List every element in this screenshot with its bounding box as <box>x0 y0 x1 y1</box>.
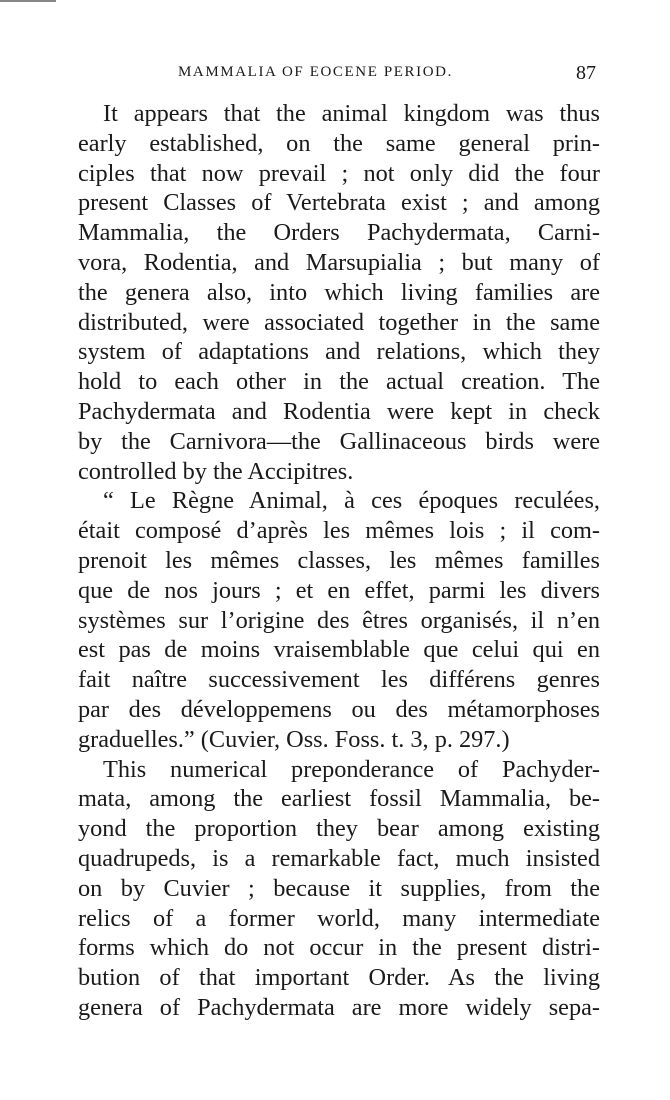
text-line: bution of that important Order. As the living <box>78 964 600 992</box>
quotation-line: fait naître successivement les différens genres <box>78 666 600 694</box>
text-line: hold to each other in the actual creation. The <box>78 368 600 396</box>
text-line: This numerical preponderance of Pachyder- <box>103 755 600 783</box>
quotation-line: prenoit les mêmes classes, les mêmes familles <box>78 546 600 574</box>
running-head <box>78 62 600 86</box>
text-line: by the Carnivora—the Gallinaceous birds were <box>78 427 600 455</box>
text-line: quadrupeds, is a remarkable fact, much insisted <box>78 844 600 872</box>
quotation-line: par des développemens ou des métamorphoses <box>78 695 600 723</box>
body-text <box>78 99 600 1023</box>
text-line: relics of a former world, many intermediate <box>78 904 600 932</box>
quotation-line: graduelles.” (Cuvier, Oss. Foss. t. 3, p. 297.) <box>78 725 510 753</box>
quotation-line: était composé d’après les mêmes lois ; il com- <box>78 517 600 545</box>
page-number: 87 <box>576 62 596 84</box>
quotation-line: que de nos jours ; et en effet, parmi les divers <box>78 576 600 604</box>
quotation-line: “ Le Règne Animal, à ces époques reculées, <box>103 487 600 515</box>
text-line: controlled by the Accipitres. <box>78 457 354 485</box>
text-line: early established, on the same general prin- <box>78 129 600 157</box>
scan-edge-mark <box>0 0 56 2</box>
quotation-line: systèmes sur l’origine des êtres organisés, il n’en <box>78 606 600 634</box>
text-line: forms which do not occur in the present distri- <box>78 934 600 962</box>
text-line: ciples that now prevail ; not only did the four <box>78 159 600 187</box>
text-line: Pachydermata and Rodentia were kept in check <box>78 397 600 425</box>
text-line: system of adaptations and relations, which they <box>78 338 600 366</box>
quotation-line: est pas de moins vraisemblable que celui qui en <box>78 636 600 664</box>
text-line: vora, Rodentia, and Marsupialia ; but many of <box>78 248 600 276</box>
text-line: distributed, were associated together in the same <box>78 308 600 336</box>
text-line: It appears that the animal kingdom was thus <box>103 100 600 127</box>
text-line: mata, among the earliest fossil Mammalia, be- <box>78 785 600 813</box>
text-line: yond the proportion they bear among existing <box>78 815 600 843</box>
text-line: the genera also, into which living families are <box>78 278 600 306</box>
text-line: Mammalia, the Orders Pachydermata, Carni- <box>78 219 600 247</box>
text-line: genera of Pachydermata are more widely sepa- <box>78 993 600 1021</box>
text-line: present Classes of Vertebrata exist ; and among <box>78 189 600 217</box>
running-title: MAMMALIA OF EOCENE PERIOD. <box>178 64 453 80</box>
text-line: on by Cuvier ; because it supplies, from the <box>78 874 600 902</box>
